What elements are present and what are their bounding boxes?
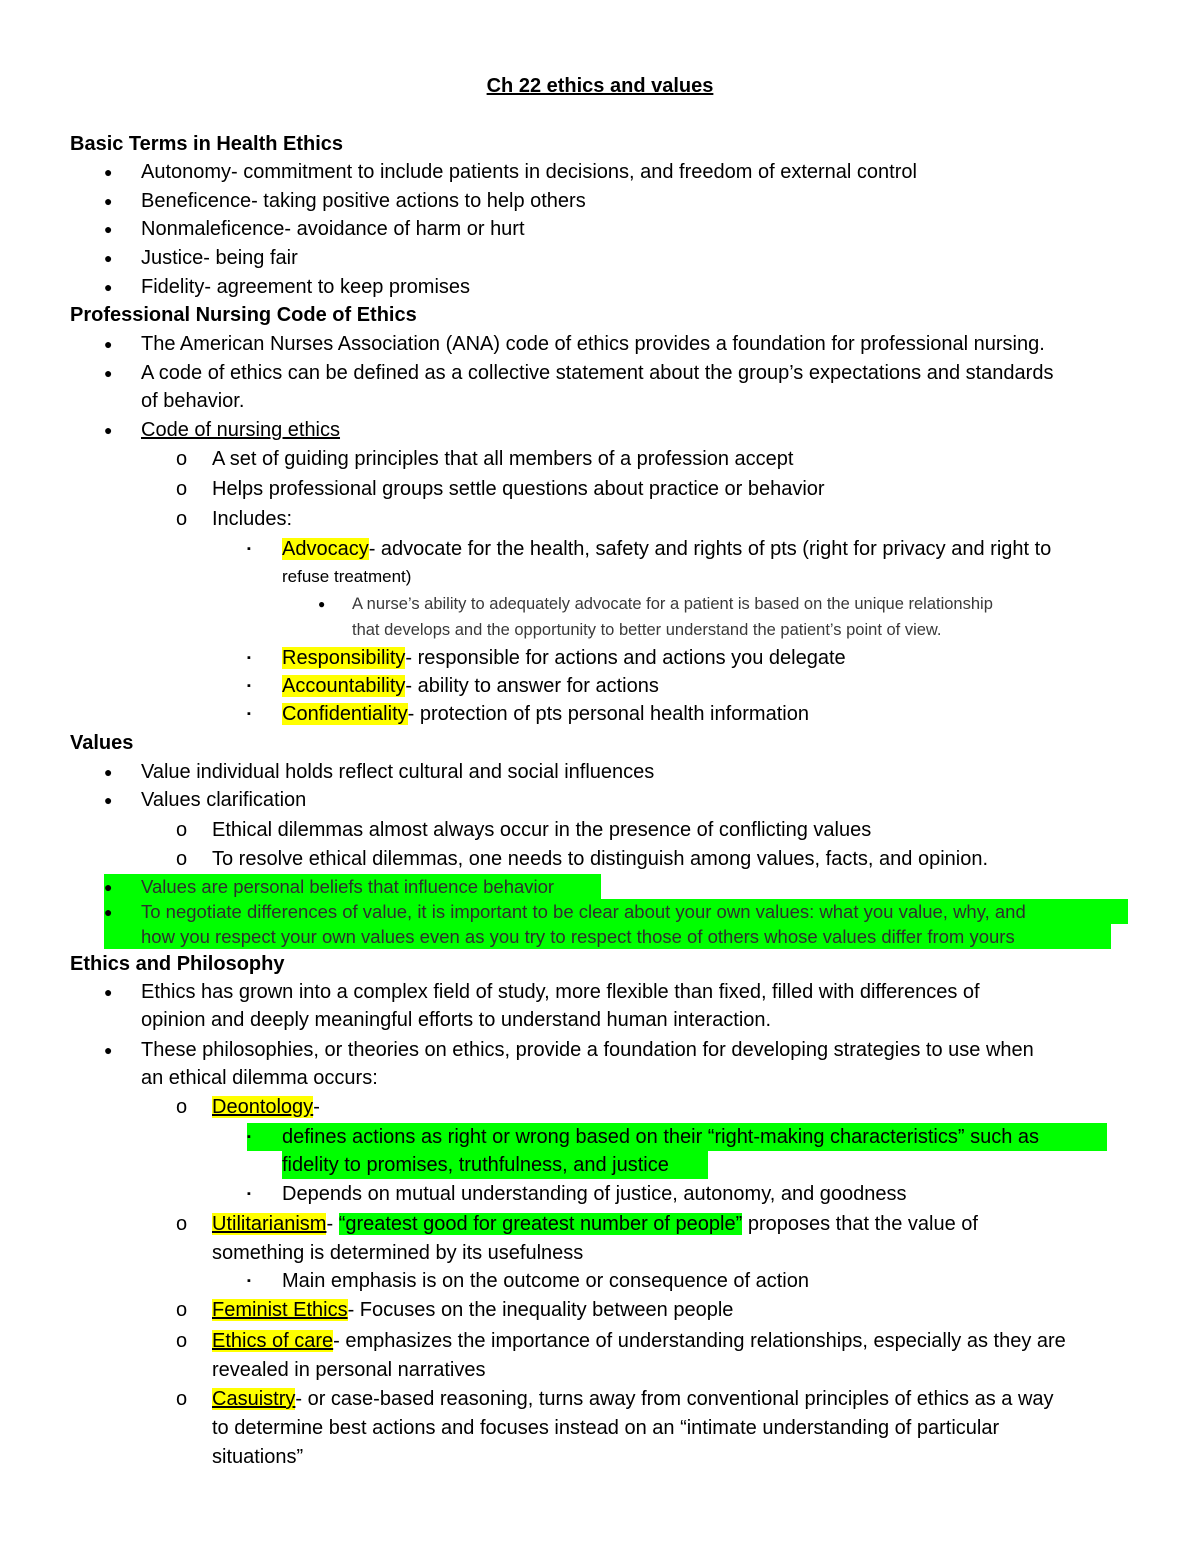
term-definition: - protection of pts personal health information — [407, 703, 809, 725]
list-item: Beneficence- taking positive actions to help others — [141, 190, 586, 212]
list-item-continuation: of behavior. — [141, 390, 245, 412]
sub-list-item — [212, 1327, 1066, 1355]
highlighted-term: Ethics of care — [212, 1330, 334, 1352]
bullet-marker: ● — [104, 879, 113, 895]
list-item: A code of ethics can be defined as a collective statement about the group’s expectations and standards — [141, 362, 1054, 384]
section-heading-basic-terms: Basic Terms in Health Ethics — [70, 133, 344, 155]
sub-sub-list-item — [282, 700, 809, 728]
term-definition: - advocate for the health, safety and rights of pts (right for privacy and right to — [368, 538, 1052, 560]
list-item-continuation: revealed in personal narratives — [212, 1359, 486, 1381]
bullet-marker: ● — [104, 764, 113, 780]
highlighted-term: Confidentiality — [282, 703, 408, 725]
highlighted-list-item-continuation: how you respect your own values even as you try to respect those of others whose values differ from yours — [141, 926, 1015, 947]
term-definition: - Focuses on the inequality between people — [347, 1299, 734, 1321]
term-definition: - or case-based reasoning, turns away from conventional principles of ethics as a way — [295, 1388, 1054, 1410]
sub-list-item: Includes: — [212, 508, 293, 530]
note-text: that develops and the opportunity to better understand the patient’s point of view. — [352, 621, 942, 639]
bullet-marker: ▪ — [247, 1131, 251, 1143]
bullet-marker: o — [176, 508, 188, 530]
list-item: These philosophies, or theories on ethics, provide a foundation for developing strategies to use when — [141, 1039, 1034, 1061]
section-heading-ethics-philosophy: Ethics and Philosophy — [70, 953, 285, 975]
bullet-marker: ● — [104, 279, 113, 295]
highlighted-term: Deontology — [212, 1096, 314, 1118]
note-text: A nurse’s ability to adequately advocate for a patient is based on the unique relationship — [352, 595, 993, 613]
sub-list-item: Ethical dilemmas almost always occur in the presence of conflicting values — [212, 819, 872, 841]
sub-sub-list-item: Depends on mutual understanding of justice, autonomy, and goodness — [282, 1183, 907, 1205]
bullet-marker: o — [176, 848, 188, 870]
bullet-marker: ▪ — [247, 1275, 251, 1287]
section-heading-code-of-ethics: Professional Nursing Code of Ethics — [70, 304, 417, 326]
bullet-marker: ● — [104, 984, 113, 1000]
bullet-marker: ● — [104, 1042, 113, 1058]
highlighted-term: Utilitarianism — [212, 1213, 327, 1235]
list-item-continuation: situations” — [212, 1446, 304, 1468]
bullet-marker: ● — [104, 164, 113, 180]
bullet-marker: o — [176, 1330, 188, 1352]
bullet-marker: o — [176, 1096, 188, 1118]
list-item-continuation: to determine best actions and focuses instead on an “intimate understanding of particular — [212, 1417, 1000, 1439]
term-definition: proposes that the value of — [742, 1213, 978, 1235]
sub-sub-list-item — [282, 644, 846, 672]
highlighted-term: Accountability — [282, 675, 406, 697]
bullet-marker: o — [176, 478, 188, 500]
list-item: Autonomy- commitment to include patients in decisions, and freedom of external control — [141, 161, 917, 183]
bullet-marker: ● — [104, 193, 113, 209]
bullet-marker: ● — [318, 597, 326, 611]
term-definition: - emphasizes the importance of understanding relationships, especially as they are — [333, 1330, 1066, 1352]
sub-list-item — [212, 1210, 978, 1238]
bullet-marker: o — [176, 1213, 188, 1235]
bullet-marker: o — [176, 819, 188, 841]
list-item-continuation: something is determined by its usefulness — [212, 1242, 584, 1264]
highlighted-quote: “greatest good for greatest number of people” — [338, 1213, 743, 1235]
highlighted-list-item: To negotiate differences of value, it is important to be clear about your own values: what you value, why, and — [141, 901, 1026, 922]
highlighted-term: Casuistry — [212, 1388, 296, 1410]
bullet-marker: ▪ — [247, 1188, 251, 1200]
sub-list-item: To resolve ethical dilemmas, one needs to distinguish among values, facts, and opinion. — [212, 848, 989, 870]
sub-sub-list-item: Main emphasis is on the outcome or consequence of action — [282, 1270, 809, 1292]
highlighted-term: Advocacy — [282, 538, 369, 560]
list-item: Nonmaleficence- avoidance of harm or hurt — [141, 218, 525, 240]
list-item: Values clarification — [141, 789, 307, 811]
list-item: Ethics has grown into a complex field of study, more flexible than fixed, filled with differences of — [141, 981, 980, 1003]
sub-list-item: Helps professional groups settle questions about practice or behavior — [212, 478, 825, 500]
bullet-marker: ▪ — [247, 708, 251, 720]
bullet-marker: ▪ — [247, 680, 251, 692]
term-dash: - — [313, 1096, 320, 1118]
bullet-marker: ● — [104, 422, 113, 438]
highlighted-term: Feminist Ethics — [212, 1299, 348, 1321]
sub-list-item: A set of guiding principles that all members of a profession accept — [212, 448, 794, 470]
list-item: Fidelity- agreement to keep promises — [141, 276, 471, 298]
sub-sub-list-item — [282, 672, 659, 700]
term-dash: - — [326, 1213, 339, 1235]
bullet-marker: ▪ — [247, 543, 251, 555]
bullet-marker: ▪ — [247, 652, 251, 664]
list-item-continuation: an ethical dilemma occurs: — [141, 1067, 378, 1089]
bullet-marker: o — [176, 448, 188, 470]
document-title: Ch 22 ethics and values — [486, 75, 714, 97]
highlighted-list-item: defines actions as right or wrong based on their “right-making characteristics” such as — [282, 1126, 1040, 1148]
sub-sub-list-item — [282, 535, 1051, 563]
highlighted-list-item-continuation: fidelity to promises, truthfulness, and justice — [282, 1154, 669, 1176]
list-item: The American Nurses Association (ANA) code of ethics provides a foundation for professional nursing. — [141, 333, 1045, 355]
sub-list-item — [212, 1385, 1054, 1413]
sub-list-item — [212, 1296, 733, 1324]
list-item: Justice- being fair — [141, 247, 298, 269]
bullet-marker: ● — [104, 336, 113, 352]
term-definition: - ability to answer for actions — [405, 675, 659, 697]
list-item: Code of nursing ethics — [141, 419, 341, 441]
list-item: Value individual holds reflect cultural and social influences — [141, 761, 655, 783]
section-heading-values: Values — [70, 732, 134, 754]
sub-list-item — [212, 1093, 320, 1121]
highlighted-list-item: Values are personal beliefs that influence behavior — [141, 876, 555, 897]
bullet-marker: ● — [104, 221, 113, 237]
bullet-marker: ● — [104, 792, 113, 808]
bullet-marker: o — [176, 1299, 188, 1321]
highlighted-term: Responsibility — [282, 647, 406, 669]
bullet-marker: ● — [104, 904, 113, 920]
list-item-continuation: refuse treatment) — [282, 567, 412, 586]
term-definition: - responsible for actions and actions you delegate — [405, 647, 846, 669]
list-item-continuation: opinion and deeply meaningful efforts to understand human interaction. — [141, 1009, 772, 1031]
bullet-marker: ● — [104, 250, 113, 266]
bullet-marker: o — [176, 1388, 188, 1410]
bullet-marker: ● — [104, 365, 113, 381]
